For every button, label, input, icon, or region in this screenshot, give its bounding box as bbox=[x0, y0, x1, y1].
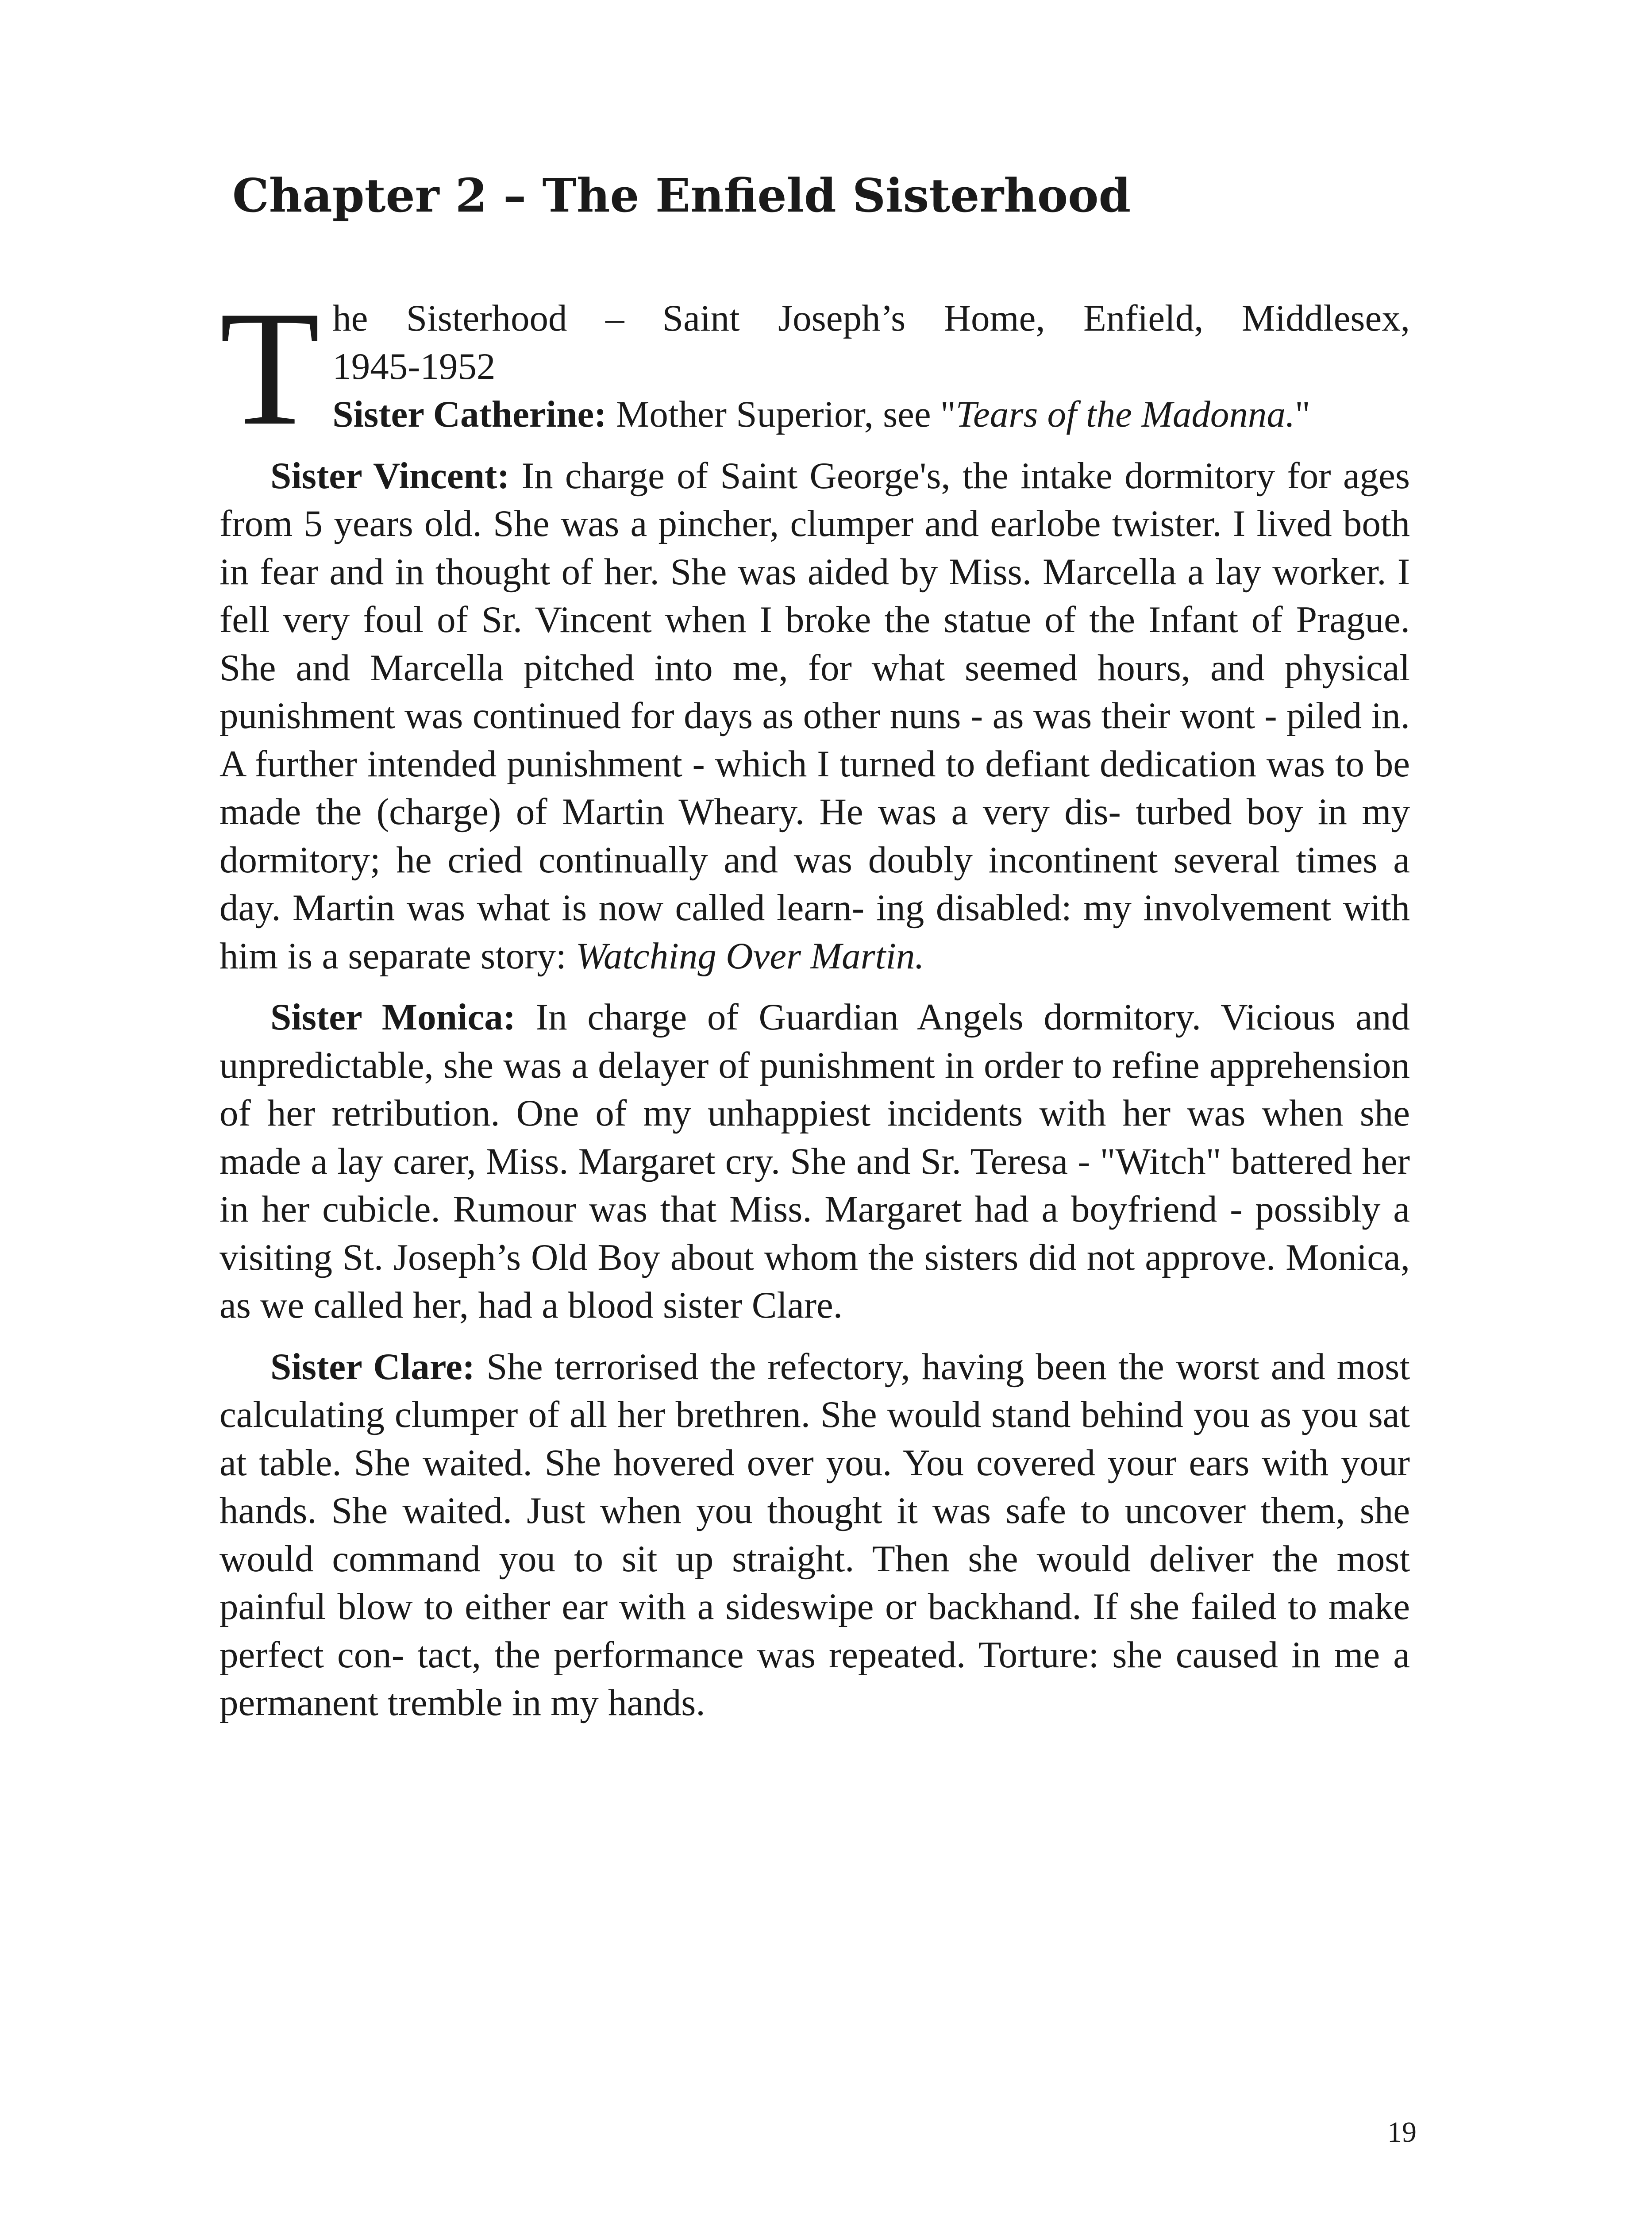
paragraph-sister-clare bbox=[219, 1343, 1410, 1727]
drop-cap: T bbox=[219, 278, 320, 459]
intro-line-catherine bbox=[219, 390, 1410, 439]
story-title-watching-over-martin: Watching Over Martin. bbox=[575, 935, 924, 977]
sister-clare-name: Sister Clare: bbox=[270, 1346, 475, 1388]
chapter-body bbox=[219, 278, 1410, 1740]
sister-catherine-text: Mother Superior, see " bbox=[606, 393, 956, 435]
sister-vincent-name: Sister Vincent: bbox=[270, 455, 510, 497]
paragraph-sister-vincent bbox=[219, 452, 1410, 980]
intro-paragraph bbox=[219, 278, 1410, 459]
sister-monica-name: Sister Monica: bbox=[270, 996, 516, 1038]
chapter-title: Chapter 2 – The Enfield Sisterhood bbox=[232, 168, 1131, 223]
sister-monica-text: In charge of Guardian Angels dormitory. Vicious and unpredictable, she was a delayer of punishment in order to refine apprehension of her retribution. One of my unhappiest incidents with her was when she made a lay carer, Miss. Margaret cry. She and Sr. Teresa - "Witch" battered her in her cubicle. Rumour was that Miss. Margaret had a boyfriend - possibly a visiting St. Joseph’s Old Boy about whom the sisters did not approve. Monica, as we called her, had a blood sister Clare. bbox=[219, 996, 1410, 1326]
book-title-tears-of-the-madonna: Tears of the Madonna. bbox=[955, 393, 1295, 435]
sister-catherine-name: Sister Catherine: bbox=[332, 393, 607, 435]
sister-catherine-end: " bbox=[1295, 393, 1310, 435]
paragraph-sister-monica bbox=[219, 993, 1410, 1330]
sister-clare-text: She terrorised the refectory, having been the worst and most calculating clumper of all her brethren. She would stand behind you as you sat at table. She waited. She hovered over you. You covered your ears with your hands. She waited. Just when you thought it was safe to uncover them, she would command you to sit up straight. Then she would deliver the most painful blow to either ear with a sideswipe or backhand. If she failed to make perfect con- tact, the performance was repeated. Torture: she caused in me a permanent tremble in my hands. bbox=[219, 1346, 1410, 1723]
sister-vincent-text: In charge of Saint George's, the intake dormitory for ages from 5 years old. She was a pincher, clumper and earlobe twister. I lived both in fear and in thought of her. She was aided by Miss. Marcella a lay worker. I fell very foul of Sr. Vincent when I broke the statue of the Infant of Prague. She and Marcella pitched into me, for what seemed hours, and physical punishment was continued for days as other nuns - as was their wont - piled in. A further intended punishment - which I turned to defiant dedication was to be made the (charge) of Martin Wheary. He was a very dis- turbed boy in my dormitory; he cried continually and was doubly incontinent several times a day. Martin was what is now called learn- ing disabled: my involvement with him is a separate story: bbox=[219, 455, 1410, 977]
intro-line-1: he Sisterhood – Saint Joseph’s Home, Enfield, Middlesex, bbox=[332, 297, 1410, 339]
page-number: 19 bbox=[1387, 2116, 1417, 2148]
intro-line-dates: 1945-1952 bbox=[332, 345, 496, 387]
